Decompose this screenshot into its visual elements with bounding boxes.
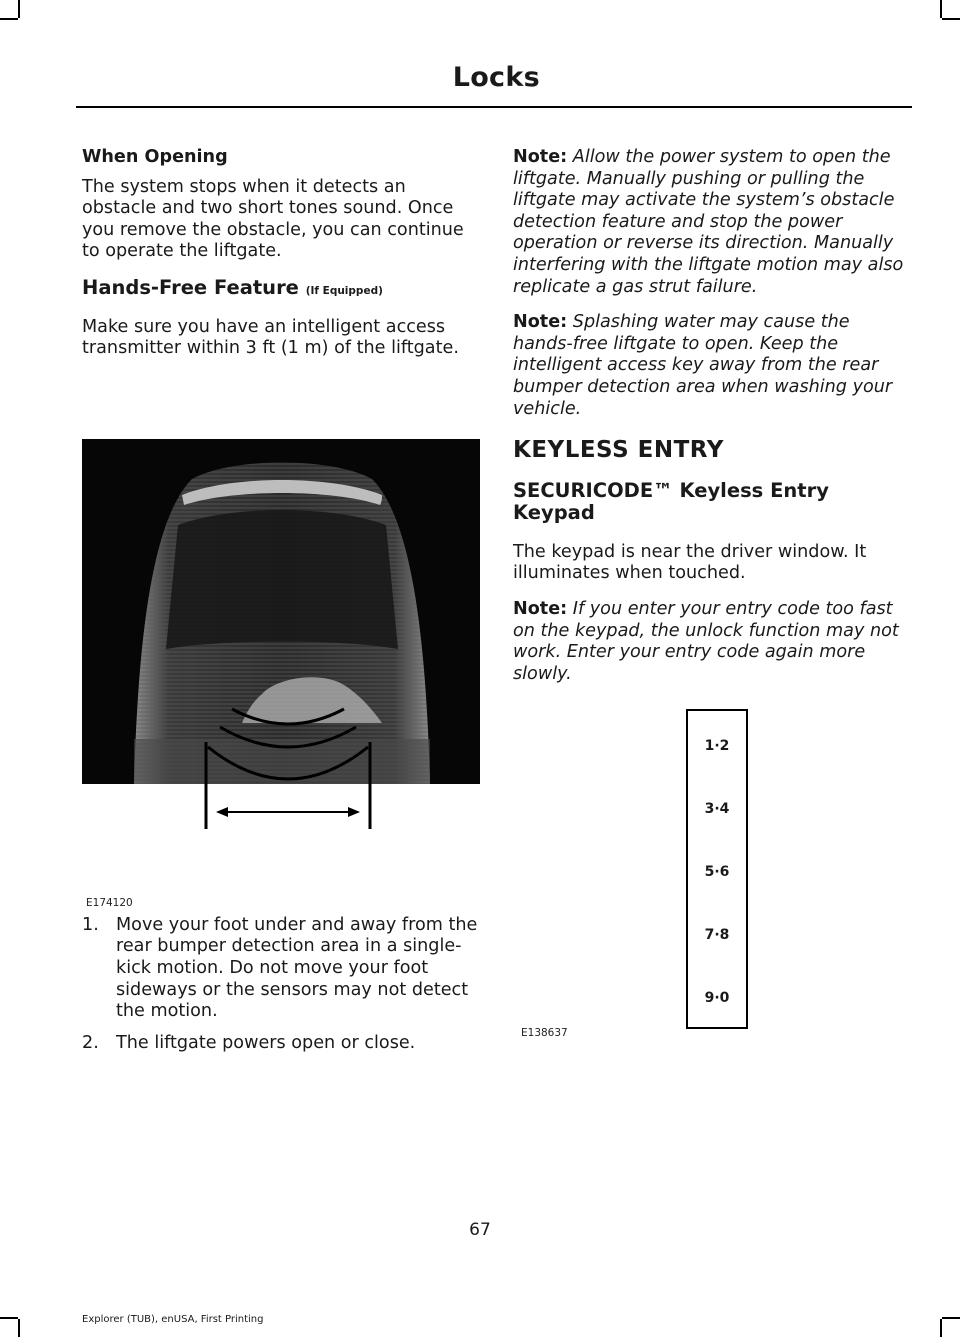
note-splashing-water — [513, 312, 910, 420]
figure-code: E138637 — [521, 1027, 568, 1040]
keypad-button: 1·2 — [704, 738, 730, 755]
when-opening-heading: When Opening — [82, 147, 228, 167]
step-text: The liftgate powers open or close. — [116, 1032, 416, 1053]
note-label: Note: — [513, 312, 568, 333]
crop-mark — [18, 1319, 20, 1337]
crop-mark — [0, 18, 18, 20]
note-text: If you enter your entry code too fast on the keypad, the unlock function may not work. Enter your entry code again more slowly. — [513, 598, 899, 684]
chapter-heading: KEYLESS ENTRY — [513, 437, 724, 464]
keypad-figure — [513, 709, 910, 1049]
header-rule — [76, 106, 912, 108]
steps-list — [82, 915, 480, 1055]
feature-heading: SECURICODE™ Keyless Entry Keypad — [513, 478, 829, 524]
page-title: Locks — [452, 62, 540, 93]
note-obstacle — [513, 147, 910, 298]
page-number: 67 — [469, 1220, 491, 1240]
figure-code: E174120 — [86, 896, 133, 909]
rear-window — [166, 510, 398, 649]
crop-mark — [942, 18, 960, 20]
keypad-illustration — [686, 709, 748, 1029]
crop-mark — [940, 1319, 942, 1337]
right-column — [513, 147, 910, 1049]
liftgate-figure — [82, 439, 480, 915]
note-text: Splashing water may cause the hands-free liftgate to open. Keep the intelligent access key away from the rear bumper detection area when washing your vehicle. — [513, 312, 893, 419]
keypad-button: 7·8 — [704, 927, 730, 944]
note-text: Allow the power system to open the liftgate. Manually pushing or pulling the liftgate may activate the system’s obstacle detection feature and stop the power operation or reverse its direction. Manually interfering with the liftgate motion may also replicate a gas strut failure. — [513, 147, 904, 297]
note-label: Note: — [513, 147, 568, 167]
keypad-button: 5·6 — [704, 864, 730, 881]
crop-mark — [0, 1317, 18, 1319]
step-number: 2. — [82, 1032, 99, 1053]
list-item — [82, 1033, 480, 1055]
left-column — [82, 147, 480, 1064]
note-label: Note: — [513, 598, 568, 619]
step-text: Move your foot under and away from the rear bumper detection area in a single-kick motion. Do not move your foot sideways or the sensors may not detect the motion. — [116, 914, 478, 1022]
keypad-text: The keypad is near the driver window. It illuminates when touched. — [513, 541, 867, 584]
step-number: 1. — [82, 914, 99, 935]
list-item — [82, 915, 480, 1023]
hands-free-heading — [82, 277, 480, 303]
hands-free-qualifier: (If Equipped) — [305, 284, 383, 297]
crop-mark — [942, 1317, 960, 1319]
keypad-button: 9·0 — [704, 990, 730, 1007]
hands-free-text: Make sure you have an intelligent access transmitter within 3 ft (1 m) of the liftgate. — [82, 316, 459, 359]
keypad-button: 3·4 — [704, 801, 730, 818]
crop-mark — [940, 0, 942, 18]
note-entry-code — [513, 599, 910, 685]
edition-footer: Explorer (TUB), enUSA, First Printing — [82, 1314, 264, 1325]
when-opening-text: The system stops when it detects an obstacle and two short tones sound. Once you remove the obstacle, you can continue to operate the liftgate. — [82, 176, 464, 262]
crop-mark — [18, 0, 20, 18]
hands-free-heading-text: Hands-Free Feature — [82, 275, 299, 299]
vehicle-rear-kick-illustration — [82, 439, 480, 915]
